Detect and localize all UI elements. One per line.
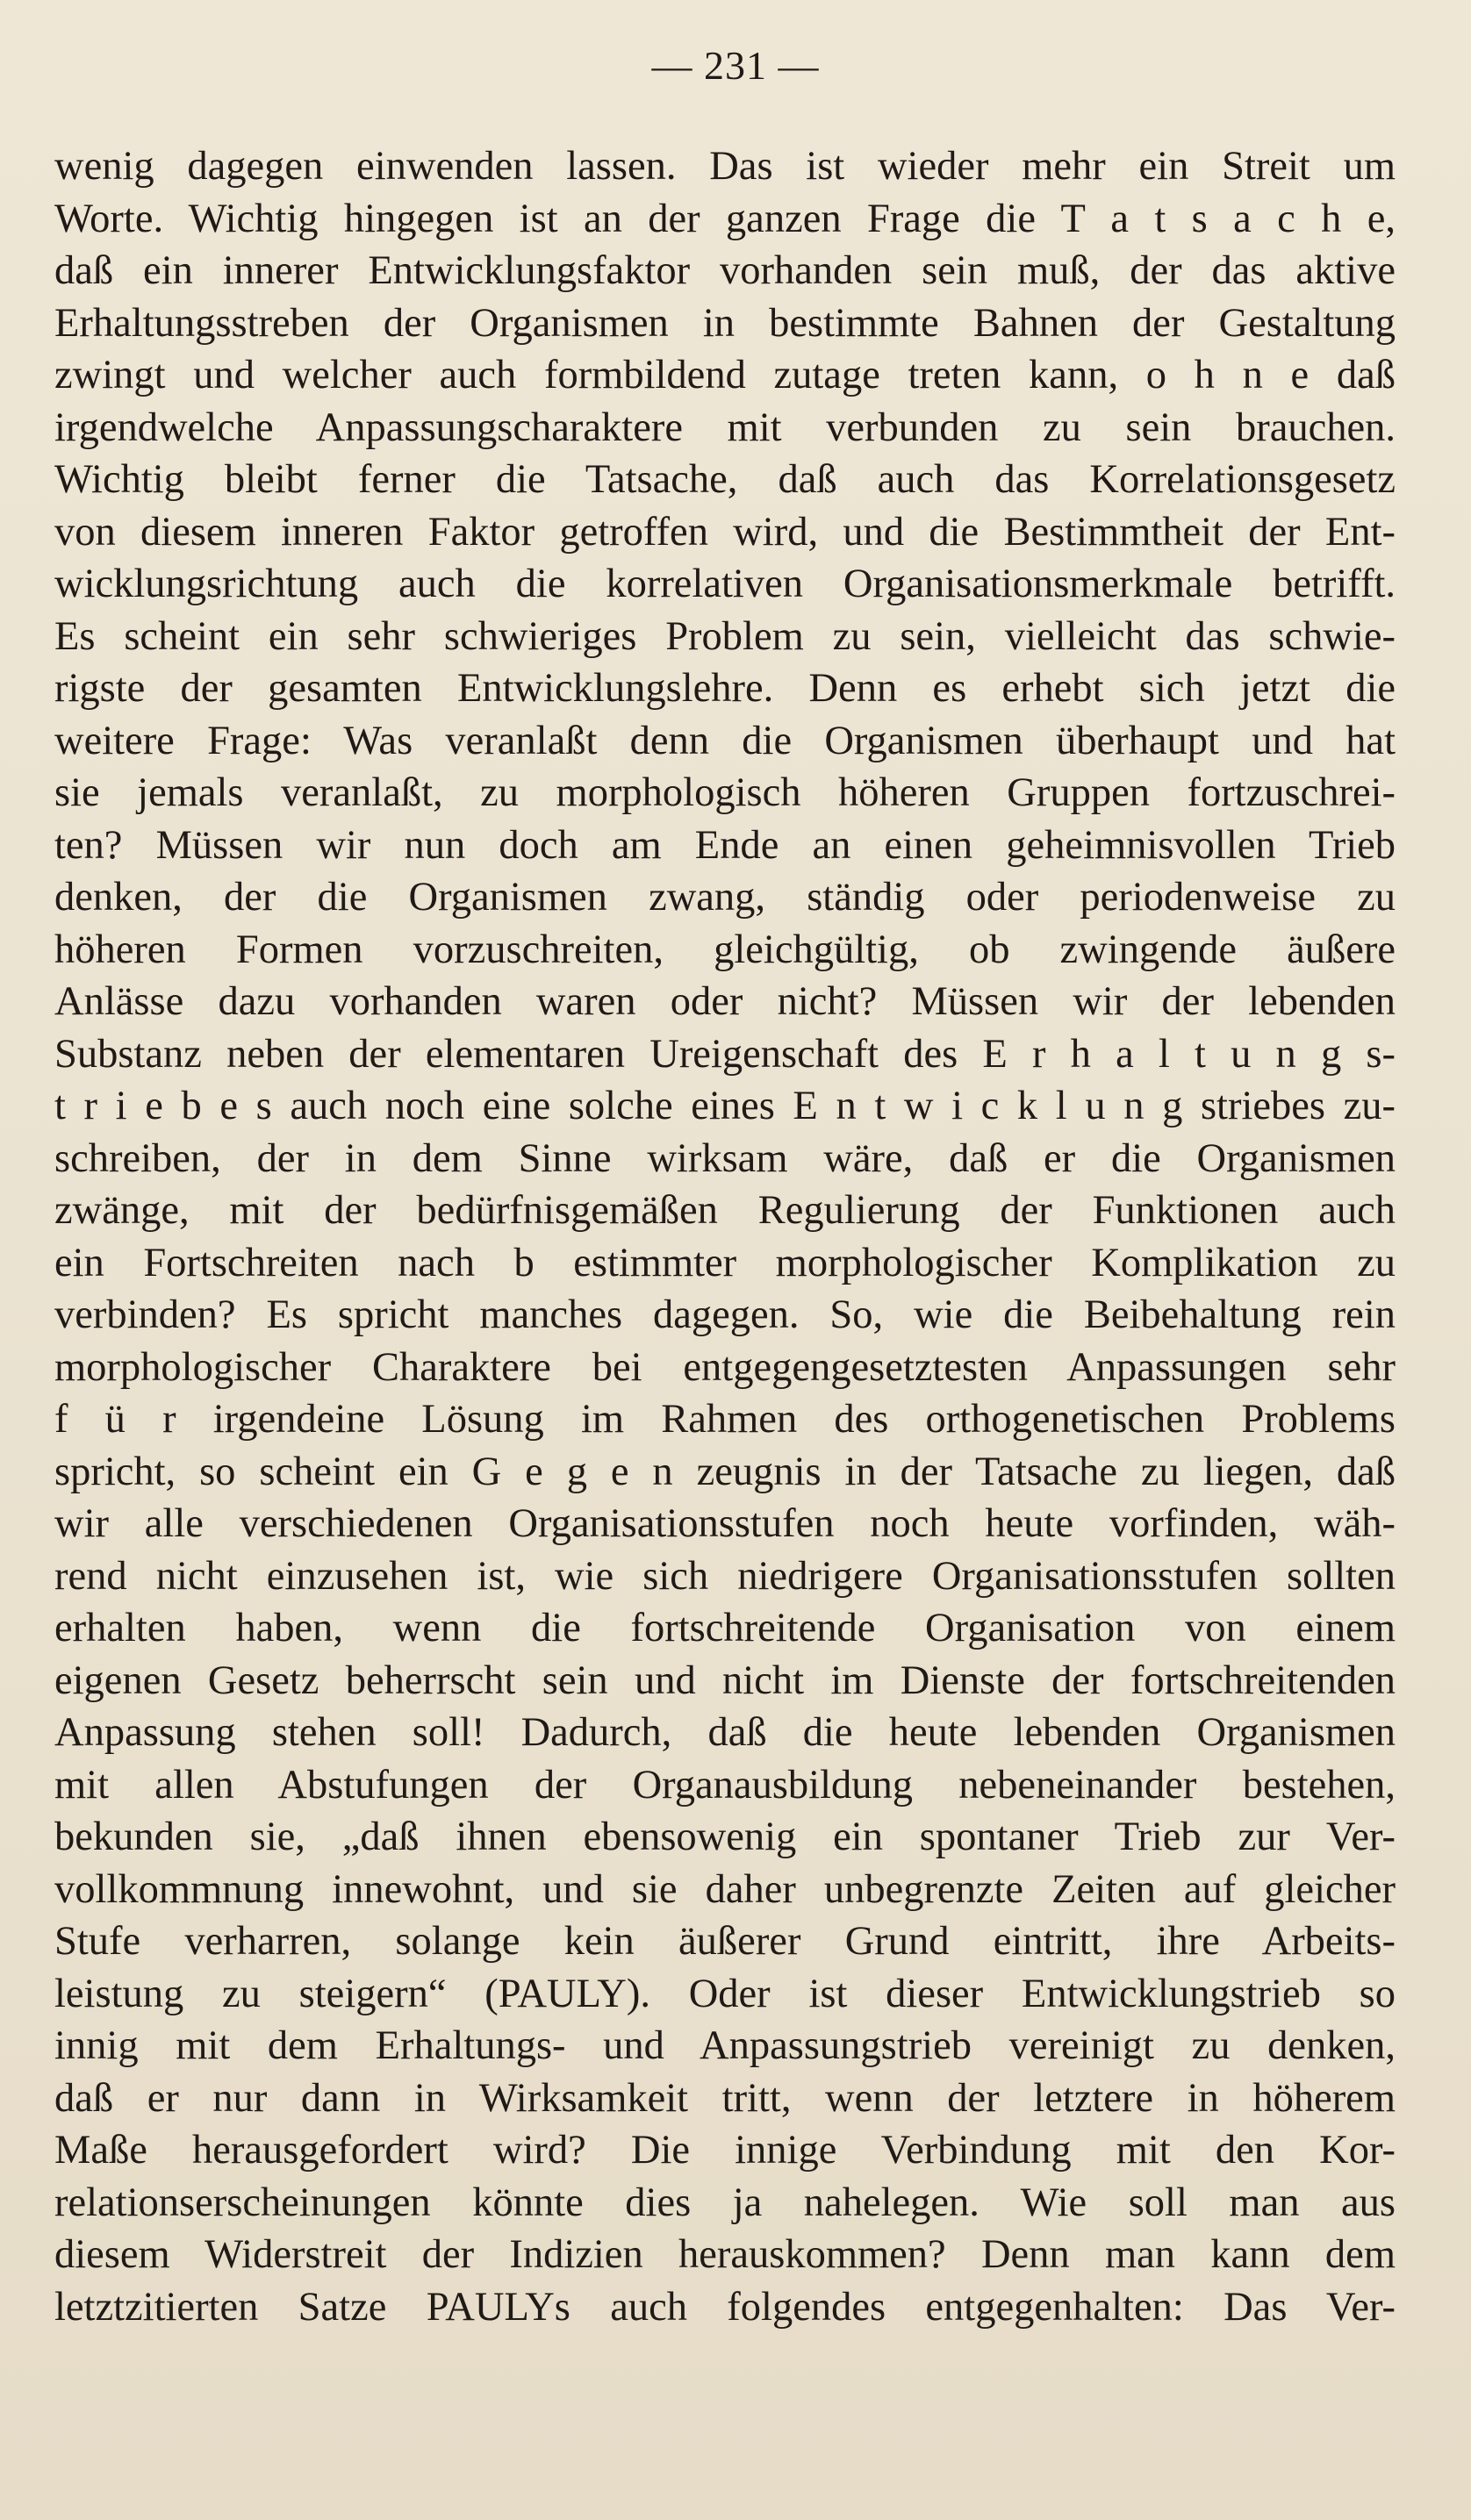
text-line: daß ein innerer Entwicklungsfaktor vorhanden sein muß, der das aktive <box>54 248 1396 293</box>
text-line: rigste der gesamten Entwicklungslehre. Denn es erhebt sich jetzt die <box>54 666 1396 711</box>
text-line: weitere Frage: Was veranlaßt denn die Organismen überhaupt und hat <box>54 718 1396 763</box>
text-line: Substanz neben der elementaren Ureigenschaft des E r h a l t u n g s- <box>54 1031 1396 1077</box>
text-line: erhalten haben, wenn die fortschreitende Organisation von einem <box>54 1606 1396 1650</box>
text-line: t r i e b e s auch noch eine solche eines E n t w i c k l u n g striebes zu- <box>54 1084 1396 1128</box>
text-line: denken, der die Organismen zwang, ständig oder periodenweise zu <box>54 875 1396 920</box>
text-line: zwänge, mit der bedürfnisgemäßen Regulierung der Funktionen auch <box>54 1188 1396 1233</box>
text-line: Stufe verharren, solange kein äußerer Grund eintritt, ihre Arbeits- <box>54 1919 1396 1964</box>
text-line: schreiben, der in dem Sinne wirksam wäre, daß er die Organismen <box>54 1135 1396 1181</box>
text-line: rend nicht einzusehen ist, wie sich niedrigere Organisationsstufen sollten <box>54 1553 1396 1599</box>
text-line: daß er nur dann in Wirksamkeit tritt, wenn der letztere in höherem <box>54 2075 1396 2121</box>
text-line: höheren Formen vorzuschreiten, gleichgültig, ob zwingende äußere <box>54 927 1396 972</box>
text-line: zwingt und welcher auch formbildend zutage treten kann, o h n e daß <box>54 353 1396 397</box>
text-line: von diesem inneren Faktor getroffen wird, und die Bestimmtheit der Ent- <box>54 509 1396 555</box>
text-line: ein Fortschreiten nach b estimmter morphologischer Komplikation zu <box>54 1240 1396 1285</box>
text-line: irgendwelche Anpassungscharaktere mit verbunden zu sein brauchen. <box>54 404 1396 450</box>
text-line: Es scheint ein sehr schwieriges Problem zu sein, vielleicht das schwie- <box>54 613 1396 659</box>
text-line: innig mit dem Erhaltungs- und Anpassungstrieb vereinigt zu denken, <box>54 2023 1396 2068</box>
text-line: verbinden? Es spricht manches dagegen. So, wie die Beibehaltung rein <box>54 1292 1396 1337</box>
text-line: diesem Widerstreit der Indizien herauskommen? Denn man kann dem <box>54 2232 1396 2277</box>
text-line: mit allen Abstufungen der Organausbildung nebeneinander bestehen, <box>54 1762 1396 1808</box>
text-line: Maße herausgefordert wird? Die innige Verbindung mit den Kor- <box>54 2128 1396 2173</box>
text-line: letztzitierten Satze PAULYs auch folgendes entgegenhalten: Das Ver- <box>54 2284 1396 2330</box>
text-line: bekunden sie, „daß ihnen ebensowenig ein spontaner Trieb zur Ver- <box>54 1815 1396 1859</box>
body-text <box>54 140 1396 2333</box>
text-line: wir alle verschiedenen Organisationsstufen noch heute vorfinden, wäh- <box>54 1501 1396 1546</box>
text-line: Worte. Wichtig hingegen ist an der ganzen Frage die T a t s a c h e, <box>54 196 1396 241</box>
text-line: Anpassung stehen soll! Dadurch, daß die heute lebenden Organismen <box>54 1710 1396 1755</box>
text-line: sie jemals veranlaßt, zu morphologisch höheren Gruppen fortzuschrei- <box>54 770 1396 815</box>
text-line: ten? Müssen wir nun doch am Ende an einen geheimnisvollen Trieb <box>54 822 1396 868</box>
text-line: Anlässe dazu vorhanden waren oder nicht? Müssen wir der lebenden <box>54 979 1396 1024</box>
text-line: Wichtig bleibt ferner die Tatsache, daß auch das Korrelationsgesetz <box>54 457 1396 502</box>
text-line: Erhaltungsstreben der Organismen in bestimmte Bahnen der Gestaltung <box>54 300 1396 346</box>
text-line: morphologischer Charaktere bei entgegengesetztesten Anpassungen sehr <box>54 1344 1396 1390</box>
text-line: eigenen Gesetz beherrscht sein und nicht im Dienste der fortschreitenden <box>54 1657 1396 1703</box>
text-line: f ü r irgendeine Lösung im Rahmen des orthogenetischen Problems <box>54 1397 1396 1442</box>
text-line: vollkommnung innewohnt, und sie daher unbegrenzte Zeiten auf gleicher <box>54 1866 1396 1912</box>
page-number: — 231 — <box>651 43 820 88</box>
text-line: wicklungsrichtung auch die korrelativen Organisationsmerkmale betrifft. <box>54 562 1396 606</box>
text-line: leistung zu steigern“ (PAULY). Oder ist dieser Entwicklungstrieb so <box>54 1971 1396 2016</box>
text-line: spricht, so scheint ein G e g e n zeugnis in der Tatsache zu liegen, daß <box>54 1449 1396 1494</box>
text-line: relationserscheinungen könnte dies ja nahelegen. Wie soll man aus <box>54 2180 1396 2225</box>
text-line: wenig dagegen einwenden lassen. Das ist wieder mehr ein Streit um <box>54 144 1396 189</box>
